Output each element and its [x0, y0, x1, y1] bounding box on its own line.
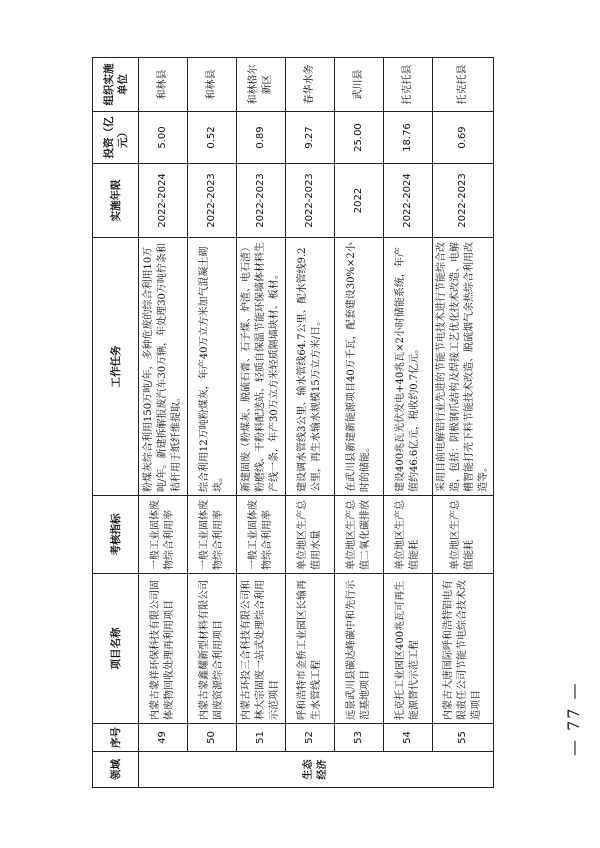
content-cell: 采用目前电解铝行业先进的节能节电技术进行节能综合改造，包括：阴极钢爪结构及焊接工艺优化技术改造、电解槽智能打壳下料节能技术改造、脱硫烟气余热综合利用改造等。 — [433, 238, 494, 496]
invest-cell: 5.00 — [139, 112, 188, 164]
invest-cell: 18.76 — [384, 112, 433, 164]
seq-cell: 53 — [335, 724, 384, 752]
period-cell: 2022-2024 — [384, 164, 433, 238]
header-seq: 序号 — [93, 724, 139, 752]
unit-cell: 春华水务 — [286, 58, 335, 112]
seq-cell: 50 — [188, 724, 237, 752]
table-row — [335, 58, 384, 788]
invest-cell: 0.89 — [237, 112, 286, 164]
period-cell: 2022-2023 — [286, 164, 335, 238]
table-row — [286, 58, 335, 788]
name-cell: 远景武川县碳达峰碳中和先行示范基地项目 — [335, 574, 384, 724]
unit-cell: 托克托县 — [433, 58, 494, 112]
period-cell: 2022-2023 — [433, 164, 494, 238]
header-period: 实施年限 — [93, 164, 139, 238]
indicator-cell: 单位地区生产总值用水量 — [286, 496, 335, 574]
table-row — [188, 58, 237, 788]
table-row — [237, 58, 286, 788]
content-cell: 在武川县新建新能源项目40万千瓦，配套建设30%×2小时的储能。 — [335, 238, 384, 496]
indicator-cell: 一般工业固体废物综合利用率 — [237, 496, 286, 574]
unit-cell: 和林县 — [139, 58, 188, 112]
indicator-cell: 单位地区生产总值能耗 — [384, 496, 433, 574]
unit-cell: 武川县 — [335, 58, 384, 112]
invest-cell: 9.27 — [286, 112, 335, 164]
header-invest: 投资（亿元） — [93, 112, 139, 164]
period-cell: 2022-2023 — [237, 164, 286, 238]
indicator-cell: 一般工业固体废物综合利用率 — [188, 496, 237, 574]
indicator-cell: 一般工业固体废物综合利用率 — [139, 496, 188, 574]
period-cell: 2022-2024 — [139, 164, 188, 238]
invest-cell: 0.69 — [433, 112, 494, 164]
header-row — [93, 58, 139, 788]
unit-cell: 和林格尔新区 — [237, 58, 286, 112]
period-cell: 2022-2023 — [188, 164, 237, 238]
seq-cell: 51 — [237, 724, 286, 752]
seq-cell: 49 — [139, 724, 188, 752]
seq-cell: 52 — [286, 724, 335, 752]
header-indicator: 考核指标 — [93, 496, 139, 574]
domain-cell: 生态经济 — [139, 752, 494, 788]
header-name: 项目名称 — [93, 574, 139, 724]
name-cell: 呼和浩特市金桥工业园区长输再生水管线工程 — [286, 574, 335, 724]
name-cell: 内蒙古环投三合科技有限公司和林大宗固废一站式处理综合利用示范项目 — [237, 574, 286, 724]
content-cell: 建设400兆瓦光伏发电+40兆瓦×2小时储能系统，年产值约46.6亿元，税收约0.7亿元。 — [384, 238, 433, 496]
project-table — [92, 57, 494, 788]
name-cell: 内蒙古蒙祥环保科技有限公司固体废物回收处理再利用项目 — [139, 574, 188, 724]
period-cell: 2022 — [335, 164, 384, 238]
table-row — [139, 58, 188, 788]
invest-cell: 25.00 — [335, 112, 384, 164]
content-cell: 粉煤灰综合利用150万吨/年，多种危废的综合利用10万吨/年。新建拆解报废汽车30万辆，年处理30万吨柠条和秸秆用于纸纤维提取。 — [139, 238, 188, 496]
header-content: 工作任务 — [93, 238, 139, 496]
unit-cell: 和林县 — [188, 58, 237, 112]
content-cell: 新建固废（粉煤灰、脱硫石膏、石子煤、炉渣、电石渣）粉磨线、干粉料配送站、轻质自保温节能环保墙体材料生产线一条，年产30万立方米轻质隔墙块材、板材。 — [237, 238, 286, 496]
name-cell: 内蒙古蒙鑫耀新型材料有限公司固废资源综合利用项目 — [188, 574, 237, 724]
seq-cell: 55 — [433, 724, 494, 752]
invest-cell: 0.52 — [188, 112, 237, 164]
indicator-cell: 单位地区生产总值二氧化碳排放 — [335, 496, 384, 574]
content-cell: 建设调水管线3公里、输水管线64.7公里、配水管线9.2公里，再生水输水规模15万立方米/日。 — [286, 238, 335, 496]
indicator-cell: 单位地区生产总值能耗 — [433, 496, 494, 574]
seq-cell: 54 — [384, 724, 433, 752]
header-domain: 领域 — [93, 752, 139, 788]
content-cell: 综合利用12万吨粉煤灰，年产40万立方米加气混凝土砌块。 — [188, 238, 237, 496]
page-number: — 77 — — [564, 681, 583, 756]
header-unit: 组织实施单位 — [93, 58, 139, 112]
name-cell: 托克托工业园区400兆瓦可再生能源替代示范工程 — [384, 574, 433, 724]
table-row — [384, 58, 433, 788]
table-row — [433, 58, 494, 788]
unit-cell: 托克托县 — [384, 58, 433, 112]
name-cell: 内蒙古大唐国际呼和浩特铝电有限责任公司节能节电综合技术改造项目 — [433, 574, 494, 724]
